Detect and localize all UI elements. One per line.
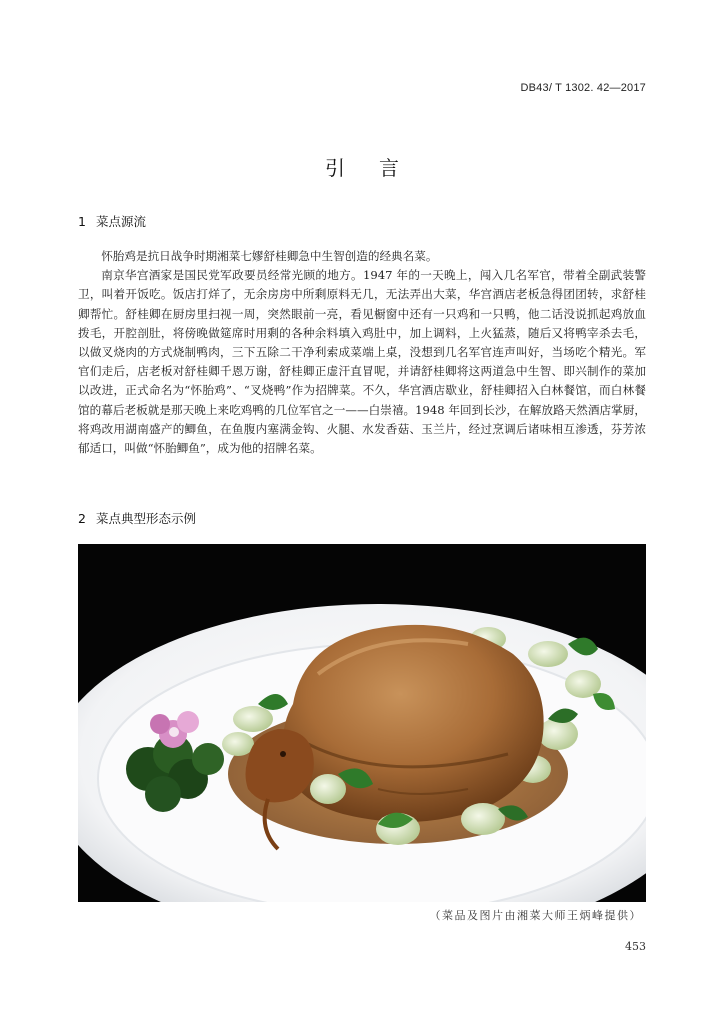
page-number: 453 bbox=[625, 940, 646, 953]
paragraph: 怀胎鸡是抗日战争时期湘菜七嫪舒桂卿急中生智创造的经典名菜。 bbox=[101, 249, 438, 263]
section-heading-origin bbox=[78, 212, 146, 230]
section-title: 菜点源流 bbox=[96, 214, 147, 229]
paragraph: 南京华宫酒家是国民党军政要员经常光顾的地方。1947 年的一天晚上，闯入几名军官，带着全副武装警卫，叫着开饭吃。饭店打烊了，无余房房中所剩原料无几，无法弄出大菜，华宫酒店老板急得团团转，求舒桂卿帮忙。舒桂卿在厨房里扫视一周，突然眼前一亮，看见橱窗中还有一只鸡和一只鸭，他二话没说抓起鸡放血拨毛，开腔剖肚，将傍晚做筵席时用剩的各种余料填入鸡肚中，加上调料，上火猛蒸，随后又将鸭宰杀去毛，以做叉烧肉的方式烧制鸭肉，三下五除二干净利索成菜端上桌，没想到几名军官连声叫好，当场吃个精光。军官们走后，店老板对舒桂卿千恩万谢，舒桂卿正虚汗直冒呢，并请舒桂卿将这两道急中生智、即兴制作的菜加以改进，正式命名为“怀胎鸡”、“叉烧鸭”作为招牌菜。不久，华宫酒店歇业，舒桂卿招入白林餐馆，而白林餐馆的幕后老板就是那天晚上来吃鸡鸭的几位军官之一——白崇禧。1948 年回到长沙，在解放路天然酒店掌厨，将鸡改用湖南盛产的鲫鱼，在鱼腹内塞满金钩、火腿、水发香菇、玉兰片，经过烹调后诸味相互渗透，芬芳浓郁适口，叫做“怀胎鲫鱼”，成为他的招牌名菜。 bbox=[78, 268, 646, 456]
section-number: 1 bbox=[78, 214, 86, 229]
page-title: 引言 bbox=[325, 156, 433, 180]
section-heading-example bbox=[78, 509, 196, 527]
body-text bbox=[78, 247, 646, 458]
section-number: 2 bbox=[78, 511, 86, 526]
figure-caption: （菜品及图片由湘菜大师王炳峰提供） bbox=[429, 909, 642, 922]
section-title: 菜点典型形态示例 bbox=[96, 511, 197, 526]
standard-code: DB43/ T 1302. 42—2017 bbox=[520, 82, 646, 94]
dish-photo bbox=[78, 544, 646, 902]
